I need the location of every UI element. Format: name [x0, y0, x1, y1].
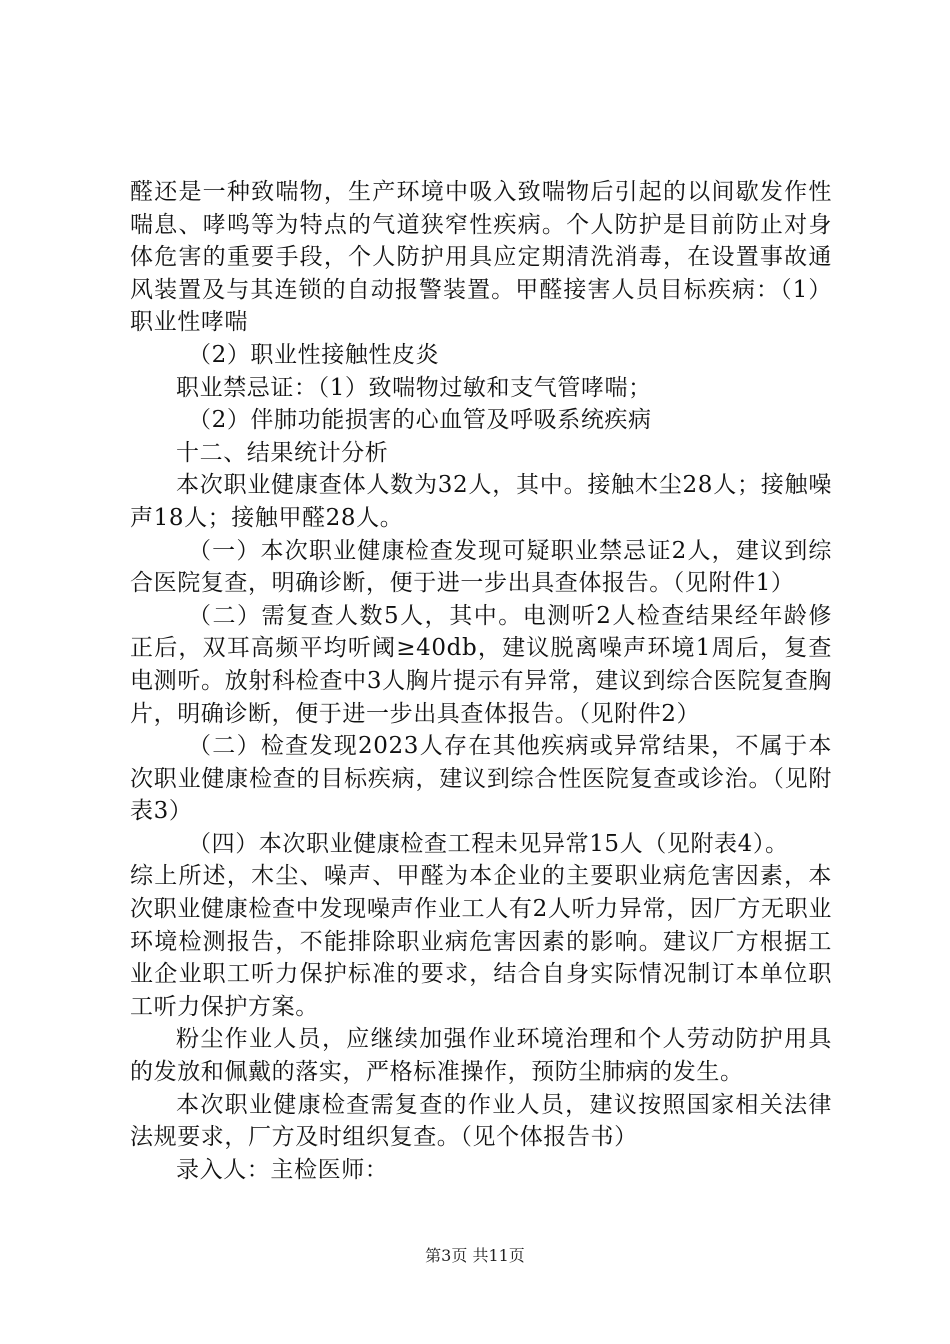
paragraph: 本次职业健康检查需复查的作业人员，建议按照国家相关法律法规要求，厂方及时组织复查。（见个体报告书）	[130, 1091, 832, 1151]
section-heading: 十二、结果统计分析	[176, 439, 389, 466]
paragraph: （一）本次职业健康检查发现可疑职业禁忌证2人，建议到综合医院复查，明确诊断，便于进一步出具查体报告。（见附件1）	[130, 537, 832, 597]
paragraph: 职业禁忌证：（1）致喘物过敏和支气管哮喘；	[176, 374, 652, 401]
paragraph: 醛还是一种致喘物，生产环境中吸入致喘物后引起的以间歇发作性喘息、哮鸣等为特点的气道狭窄性疾病。个人防护是目前防止对身体危害的重要手段，个人防护用具应定期清洗消毒，在设置事故通风装置及与其连锁的自动报警装置。甲醛接害人员目标疾病：（1）职业性哮喘	[130, 179, 832, 336]
paragraph: （2）职业性接触性皮炎	[188, 341, 440, 368]
paragraph: 粉尘作业人员，应继续加强作业环境治理和个人劳动防护用具的发放和佩戴的落实，严格标准操作，预防尘肺病的发生。	[130, 1026, 832, 1086]
document-body	[130, 176, 832, 1186]
signature-line: 录入人：主检医师：	[176, 1156, 389, 1183]
paragraph: 综上所述，木尘、噪声、甲醛为本企业的主要职业病危害因素，本次职业健康检查中发现噪声作业工人有2人听力异常，因厂方无职业环境检测报告，不能排除职业病危害因素的影响。建议厂方根据工业企业职工听力保护标准的要求，结合自身实际情况制订本单位职工听力保护方案。	[130, 863, 832, 1020]
paragraph: （2）伴肺功能损害的心血管及呼吸系统疾病	[188, 407, 652, 434]
paragraph: （四）本次职业健康检查工程未见异常15人（见附表4）。	[188, 830, 789, 857]
paragraph: 本次职业健康查体人数为32人，其中。接触木尘28人；接触噪声18人；接触甲醛28人。	[130, 472, 832, 531]
page-number-footer: 第3页 共11页	[425, 1246, 525, 1265]
paragraph: （二）需复查人数5人，其中。电测听2人检查结果经年龄修正后，双耳高频平均听阈≥40db，建议脱离噪声环境1周后，复查电测听。放射科检查中3人胸片提示有异常，建议到综合医院复查胸片，明确诊断，便于进一步出具查体报告。（见附件2）	[130, 602, 832, 727]
paragraph: （二）检查发现2023人存在其他疾病或异常结果，不属于本次职业健康检查的目标疾病，建议到综合性医院复查或诊治。（见附表3）	[130, 733, 832, 825]
